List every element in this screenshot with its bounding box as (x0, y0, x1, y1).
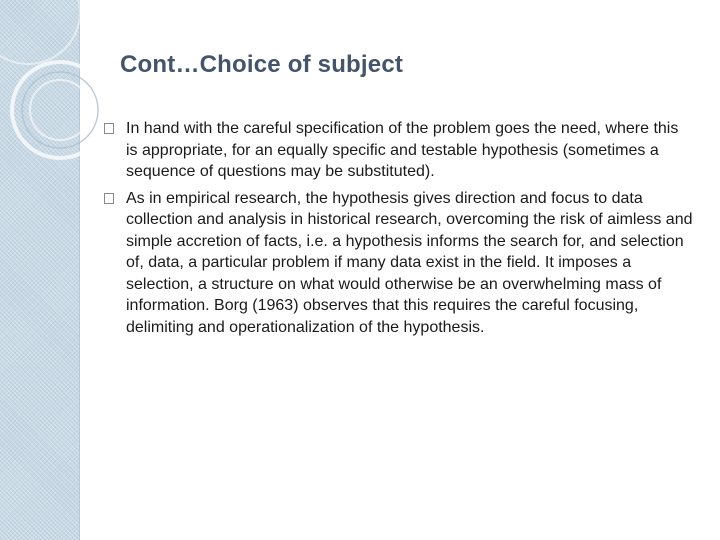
decorative-ring-inner (30, 80, 90, 140)
slide-title: Cont…Choice of subject (120, 51, 404, 78)
bullet-text: As in empirical research, the hypothesis gives direction and focus to data collection and analysis in historical research, overcoming the risk of aimless and simple accretion of facts, i.e. a hypothesis informs the search for, and selection of, data, a particular problem if many data exist in the field. It imposes a selection, a structure on what would otherwise be an overwhelming mass of information. Borg (1963) observes that this requires the careful focusing, delimiting and operationalization of the hypothesis. (126, 189, 693, 336)
bullet-item (104, 118, 694, 183)
bullet-item (104, 188, 694, 339)
bullet-text: In hand with the careful specification of the problem goes the need, where this is appropriate, for an equally specific and testable hypothesis (sometimes a sequence of questions may be substituted). (126, 120, 679, 180)
bullet-list (104, 118, 694, 343)
decorative-ring-top (0, 0, 80, 64)
bullet-square-icon (104, 123, 114, 134)
decorative-ring-middle (22, 72, 98, 148)
decorative-ring-outer (12, 62, 108, 158)
bullet-square-icon (104, 193, 114, 204)
